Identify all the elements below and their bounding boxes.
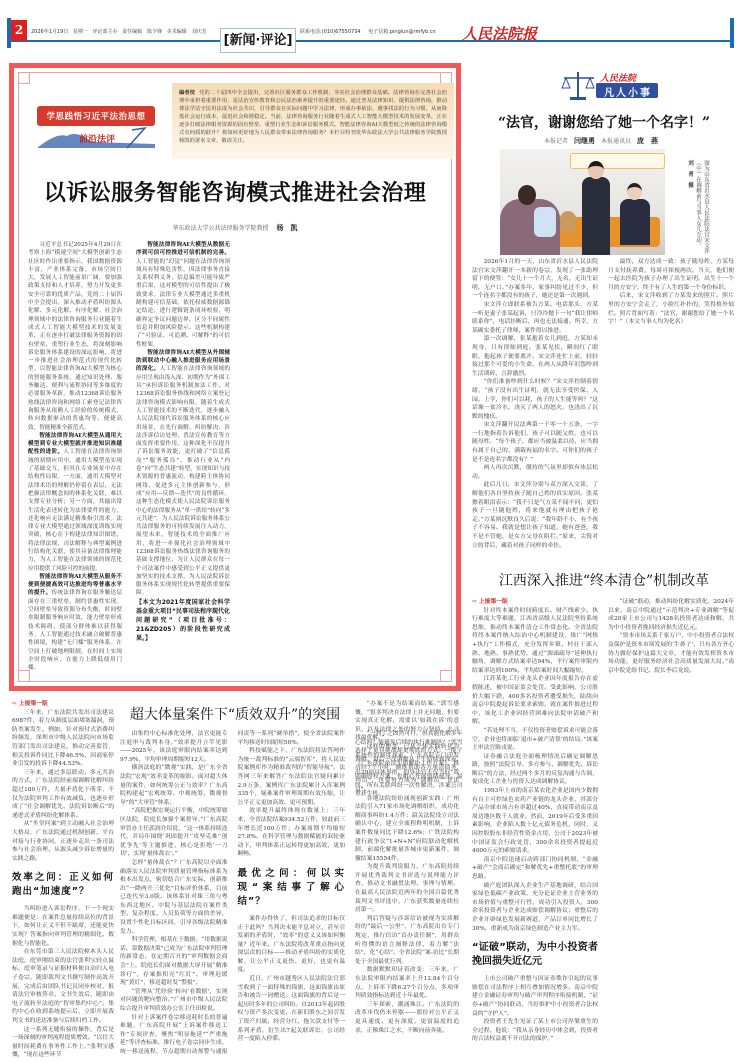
paragraph: 两人再次沉默，僵持的气氛里却似有冰层松动。	[472, 465, 598, 480]
contact-email: 电子信箱:pinglun@rmfyb.cn	[368, 29, 436, 35]
paragraph	[136, 241, 230, 349]
paragraph: 针对终本案件时间跨度长、财产线索少、执行难度大等难题，江西省高级人民法院坚持系统思维，推动终本案件清仓工作常态化。全省法院将终本案件纳入综治中心机制建设，推广“网格+执行”工作模式，充分发挥乡镇、村社干部人熟、地熟、事熟优势，通过“源頭疏导”延伸执行触角，调解方式结案率达94%，平行案件审限内结案率达到100%，平均结案时间大幅缩短。	[472, 607, 598, 674]
header-contact	[300, 28, 442, 35]
paragraph: 破产庭团队深入企业生产基地调研，结合国家绿色低碳产业政策，充分论证企业主营业务的市场价值与重整可行性，成功引入投资人，300余名投资者与企业达成赔偿调解协议；重整后的企业开辟绿色发展新赛道，产品订单同比增长了30%，重新成为南京绿色制造产业主力军。	[472, 882, 598, 932]
paragraph-text: 人工智能的“幻觉”问题在法律咨询领域具有特殊危害性，因法律事务直接关系权利义务，信息偏差可能导致严重后果，这对模型的可信性提出了极致要求。法律专业大模型通过多重机制构建可信基础，依托权威数据源锚定结论，进行逻辑链条闭环校验，明确界定争议问题边界，区分不同属性信息并附加风险提示。这些机制构建了“可验证、可追溯、可解释”的可信性框架。	[136, 258, 230, 348]
paragraph: “证破”联动，推动纠纷化解实质化。2024年以来，南京中院通过“示范判决+专业调解”等促成20家上市公司与1428名投资者达成和解，共为中小投资者挽回经济损失近亿元。	[608, 599, 734, 631]
story-body	[472, 258, 734, 558]
paragraph: “办案不是为结案而结案。”郭雪感慨，“很多判决在法律上并无问题，但要实现真正化解，需要以‘如我在诉’的意识，以及法律之外的努力与坚持，去寻找最优解。”	[355, 701, 459, 742]
paragraph: 后来，宋文萍收到了方某发来的照片。照片里的方安宁会走了，小脸红扑扑的，笑得格外灿烂。照片背面写着：“法官，谢谢您给了她一个名字！”（本文当事人均为化名）	[608, 293, 734, 326]
paragraph: “高院把握宏观运行平衡，中院统筹辖区法院，院庭长加强个案督导。”广东高院审管办主任郭润介绍说，“这一体系持续迭代，并局年围绕‘巩固提升’‘攻坚克难’‘创优争先’等主题推进，核心是拒绝‘一刀切’，实现‘量体裁衣’。”	[120, 808, 228, 858]
paragraph: 1993年上市的南京某农化企业是国内少数拥有自主可控绿色农药产业链的龙头企业，其部分产品全球市场占有率超过40%，直接带动南京及周边地区数千人就业。然而，2019年后受多重因素影响，企业陷入数十亿元债务危机，同时，又因控股股东非经营性资金占用，公司于2023年被中国证监会行政处罚，300余名投资者提起近4000万元的索赔请求。	[472, 788, 598, 855]
badge-subtitle: 前沿法评	[79, 135, 116, 145]
frame-corner	[18, 72, 30, 84]
paragraph: 三年来，广东法院共发出司法建议6987件，着力从制度层面堵塞漏洞，预防类案发生。例如，针对预付式消费纠纷频发，深圳市中级人民法院向市场监管部门发出司法建议，推动完善监管，相关投诉件同比下降46.5%，因商家停业引发的投诉下降44.53%。	[12, 709, 114, 768]
header-bar-right	[730, 18, 734, 48]
photo-judge-seated	[620, 199, 650, 245]
story-headline: 超大体量案件下“质效双升”的突围	[129, 707, 341, 723]
newspaper-logo: 人民法院报	[462, 25, 538, 43]
paragraph: 宋文萍翻开民法典第一千零一十五条，一字一行地指着告诉他们，孩子可以随父姓，也可以随母姓。“每个孩子，都应当被温柔以待，应当拥有属于自己的、满载祝福的名字。可你们的孩子是不是连名字都没有？”	[472, 422, 598, 463]
paragraph	[28, 241, 122, 432]
badge-mountain	[37, 128, 155, 150]
weekday: 星期一	[72, 29, 88, 35]
paragraph: “若处理不当，不仅投资者赔偿诉求可能会落空，企业也将面临‘退市+破产清算’的结局。”该案主审法官陈戎说。	[472, 727, 598, 752]
section-title: [新闻·评论]	[220, 28, 296, 53]
paragraph: 这样的理念，已从个体实践转化为系统性的制度探索。广东高院专门印发《广东法院依法实质解纷工作方案》，推出29项具体举措，倡导法官不仅当好“裁判员”，也要努力成为“调解员”“普法员”。	[355, 743, 459, 793]
paragraph: 针对上诉案件卷宗移送耗时长的普遍难题，广东高院开展“上诉案件移送工作”专项评查，聚焦“明显拖延”“严重拖延”等评查标准，推行电子卷宗同步生成、统一移送流程、节点超期自动预警与通报问责等一系列“硬举措”，使全省法院案件平均移送时间缩短50%。	[120, 731, 345, 1055]
paragraph: 数据默默印证着改变：三年来，广东法院审限内结案率上升12.84个百分点，上诉率下降6.27个百分点，多项审判质效指标达到近十年最优。	[355, 967, 459, 1000]
photo-credit: 刘 青 摄	[687, 160, 693, 188]
paragraph: 三年探索，潮涌珠江。广东法院的改革步伐仍未停歇——那份对公平正义更具速度、更有深度、更富温度的追求，正像珠江之水，不断向前奔流。	[355, 1001, 459, 1034]
story-headline: 江西深入推进“终本清仓”机制改革	[498, 573, 710, 589]
story-paragraphs	[12, 905, 114, 1060]
column-badge	[37, 106, 155, 150]
paragraph: “管理从‘凭经验’转向‘看数据’，实现对问题的靶向整治。”广州市中级人民法院综合提升审判质效办公室主任田检说。	[120, 988, 228, 1012]
section-lead: 智能法律咨询AI大模型从数据无序到可信可控推进可信机制的完善。	[136, 242, 230, 257]
paragraph: 科技赋能之下，广东法院将法答网作为统一裁判标准的“云端智库”，将人民法院案例库作为精准裁判的“智能导航”。法答网三年来解答广东法院法官疑问累计2.9万条，案例库广东法院累计入库案例335个，疑难案件审理周期有效压缩，让公平正义更加高效、更可预期。	[237, 748, 345, 806]
arrow-right-icon: ⇨	[12, 701, 17, 707]
paragraph: 在东莞市第三人民法院樟木头人民法庭，庭审刚结束的法官张利宝轻点鼠标，庭审笔录与证据材料便自动归入电子卷宗，随即裁判文书撰写制作高效开展，完成后由团队书记员同步校对，报请法官审核签章。文书生效后，随即由电子流转至法庭的“智审集约中心”。集约中心在收到系统提示后，立即开展裁判文书的送达准备与后续归档工作。	[12, 949, 114, 1024]
edition-number: 2版	[11, 20, 27, 41]
paragraph: 由集约中心标准化处理，法官更能专注庭审与裁判本身。”效率提升立竿见影——2025年，该法庭审限内结案率达到97.9%，平均审理周期缩短12天。	[120, 731, 228, 763]
paragraph: 效率提升最终体现在数量上：三年来，全省法院结案934.52万件，较此前三年增长近100万件；办案周期平均缩短27.8%。在科学管理与数据赋能的双轮驱动下，审判体系正运转得更加高效、更加顺畅。	[237, 808, 345, 858]
art-editor: 美术编辑 刘庆芳	[166, 29, 207, 35]
feature-byline	[14, 223, 456, 233]
paragraph: 近日，广州市越秀区人民法院法官郭雪收到了一面特殊的锦旗，这面锦旗由原告和被告一同赠送。这面锦旗的背后是一起历时多年的公司纠纷。自2013年起因股权与资产多次变更，在新旧股东之间引发了资产归属、经营分红、拖欠款支付等一系列矛盾，衍生出7起关联诉讼，公司经营一度陷入停滞。	[237, 976, 346, 1043]
paragraph: 横沥法庭的“微观”实践，是广东全省法院“宏观”效率变革的缩影。面对超大体量的案件，如何统筹公正与效率？广东高院构建起“宏观统筹、中观统筹、微观督导”的“大审管”体系。	[120, 765, 228, 806]
paragraph-text: 人工智能在法律咨询领域的初期应用中，通用大模型虽实现了基础交互，但其在专业场景中存在结构性局限。一方面，通用大模型对法律术语的理解仍停留在表层，无法把握法律概念间的体系化关联，难以支撑专业分析；另一方面，其输出常生活化表述转化为法律要件的能力，还化响应无法满足精准指引需求。法律专业大模型通过领域深度训练实现突破，核心在于构建法律知识图谱，将法律法规、司法解释与典型案例进行结构化关联，使其具备法律推理能力，为人工智能在法律领域的规范化应用提供了风险可控的前提。	[28, 449, 122, 572]
feature-article	[9, 63, 461, 691]
paragraph: 江苏某化工行业龙头企业因年度报告存在虚假陈述，被中国证监会处罚。受此影响，公司股价大幅下跌，400多名投资者遭受损失，陆续向南京中院提起诉讼要求索赔。就在案件推进过程中，该化工企业因经营困难向法院申请破产和解。	[472, 676, 598, 726]
paragraph: 当纠纷进入诉讼程序，下一个现实难题便是：在案件总量持续高位的背景下，如何让正义不但不缺席，还能更快实现？答案指向审判管理的精细化、数据化与智能化。	[12, 906, 114, 947]
section-lead: 智能法律咨询AI大模型从外围辅助到联动中心融入推进服务应用场景的深化。	[136, 349, 230, 373]
photo-head	[627, 183, 642, 200]
story-subheading: 效率之问：正义如何跑出“加速度”？	[12, 872, 114, 898]
photo-teddy-bear	[560, 211, 576, 233]
paragraph	[28, 573, 122, 673]
photo-caption	[670, 160, 710, 255]
banner-bottom: 凡人小事	[604, 88, 652, 99]
paragraph: 判后答疑与涉诉信访被视为实质解纷的“最后一公里”。广东高院出台专门规定，推行信访“首办责任制”，用群众听得懂的语言阐释法律，着力解“法结”，化“心结”。全省法院“案-访比”长期处于全国最优行列。	[355, 915, 459, 965]
paragraph: 第一次调解，张某抱着女儿到庭，方某却未现身，只有律师到庭。张某见状，瞬间红了眼眶，抱起孩子便要离开。宋文萍连忙上前，轻轻接过那个可爱的小生命。在两人从降年旧怨吵到生活琐碎，言辞激烈。	[472, 336, 598, 377]
continued-label: 上接第一版	[478, 599, 508, 605]
paragraph: 科学管理，根基在于数据。“用数据说话、靠数据决策”已成为广东法院审判管理的新常态。在定期召开的“审判数据会商会”上，院庭长们面对数据大屏开展“精准诊疗”，存案推积亮“红灯”、审理迟缓现“黄灯”，移送超时发“警报”。	[120, 937, 228, 987]
header-info	[31, 28, 217, 35]
paragraph: 2026年1月的一天，山东省沂水县人民法院法官宋文萍翻开一本新的卷宗，发现了一张助理留下的便签：“女儿十一个月大，无名，无出生证明，无户口。”办案多年，家事纠纷见过不少，但一个连名字都没有的孩子，她还是第一次遇到。	[472, 259, 598, 300]
continued-from-page-1[interactable]	[12, 701, 48, 707]
byline-label: 本报记者	[543, 138, 568, 145]
banner-top: 人民法院	[600, 74, 637, 84]
story-paragraphs	[472, 607, 598, 934]
photo-wall-sign	[570, 153, 665, 169]
caption-text: 图为山东省沂水县人民法院法官宋文萍（中）在调解前与当事人女儿互动。	[695, 160, 709, 254]
story-paragraphs	[12, 709, 114, 864]
editor-note-label: 编者按	[179, 90, 196, 96]
reporter-name: 闫继勇	[574, 136, 595, 145]
paragraph-text: 人工智能在法律咨询领域的应用呈现由浅入深、初期作为“外围工具”承担诉讼服务机制加法工作，对12368诉讼服务热线和网络立案登记法律咨询模式影响有限。随着生成式人工智能技术的不断迭代，逐步融入人民法院现代诉讼服务体系的核心应用场景，在先行调解、纠纷解决、涉法涉诉信访处理、普法宣传教育等方面发挥重要作用。这种深化不仅提升了诉讼服务效能，更打破了“信息孤岛”“服务孤岛”，推动行业从“内卷”向“生态共建”转型，实现知识与技术资源的普惠流动，构建跨主体协同网络，促进多元主体创新参与，形成“应用—反馈—迭代”的良性循环。这种生态化模式使人民法院诉讼服务中心的法律服务从“单一供给”转向“多元共建”，为人民法院诉讼服务体系公共法律服务的可持续发展注入动力。展望未来，智能技术的全面推广应用，将进一步强化社会治理领域中12368诉讼服务热线法律咨询服务的基础支撑地位，为让人民群众在每一个司法案件中感受到公平正义提供更加坚实的技术支撑，为人民法院诉讼服务体系实现现代化转型提供重要保障。	[136, 366, 230, 597]
editor: 责任编辑 陈少锋	[122, 29, 163, 35]
paragraph: 从“坐堂问案”到主动融入社会治理大格局，广东法院通过机制创新、平台对接与行业协同，正逐步走出一条司法参与社会治理、从源头减少诉讼增量的实践之路。	[12, 821, 114, 862]
paragraph-text: 习近平总书记2025年4月29日在考察上海“模速空间”大模型创新生态社区时作出重要指示，我国数据资源丰富，产业体系完备，市场空间巨大，发展人工智能前景广阔。要加强政策支持和人才培养，努力开发更多安全可靠的优质产品。党的二十届四中全会提出，深入推动矛盾纠纷源头化解、多元化解、有序化解。社会治理领域中的法律咨询服务行业随着生成式人工智能大模型技术的发展变革，正在逐步打破法律服务资源的固有壁垒，重塑行业生态，将深刻影响诉讼服务体系建设的深远影响，将进一步推进社会治理范式的现代化转型。以智能法律咨询AI大模型为核心的智能服务系统，通过知识处理、服务触达、便利与流程协同等多维度的必要服务革新，推动12368诉讼服务热线法律咨询和网络工索登记法律咨询服务从依赖人工经验的传统模式，转向数据驱动的普惠均等、便捷高效、智能精准全新范式。	[28, 242, 122, 431]
contact-phone: 联系电话:(010)67550734	[300, 29, 361, 35]
story-headline: “法官，谢谢您给了她一个名字！”	[497, 115, 711, 131]
section-lead: 智能法律咨询AI大模型从通用大模型到专业大模型就并推进知识准越配性的进阶。	[28, 432, 122, 456]
author-org: 华东政法大学公共法律服务学院教授	[172, 225, 269, 232]
column-banner	[560, 70, 665, 102]
paragraph: 三年来，通过多层联动、多元共治的方式，广东法院经前端调解化解纠纷超过180万件，大量矛盾化于萌芽，不仅为法院审判工作有效减负，也逐步形成了“社会调解优先、法院诉讼断后”的递进式矛盾纠纷化解体系。	[12, 769, 114, 819]
story-subheading: “证破”联动，为中小投资者挽回损失近亿元	[472, 942, 598, 968]
paragraph: “你们准备吵到什么时候？”宋文萍控制着情绪，“孩子没有出生证明，就无法享受医保、入园、上学，你们可以耗，孩子的人生能等吗？”这话像一盆冷水，浇灭了两人的怒火，也浇出了沉默的愧疚。	[472, 379, 598, 420]
paragraph: 这一系列无缝衔接的操作，背后是一场深刻的审判流程提质增效。“以往大量时间耗费在事务性工作上。”张利宝感慨，“现在这些环节	[12, 1026, 114, 1059]
paragraph: 最终，双方达成一致：孩子随母姓，方某每月支付抚养费，每周可探视两次。当天，他们便一起去医院为孩子办理了出生证明。出生十一个月的方安宁，终于有了人生的第一个身份标识。	[608, 259, 734, 291]
paragraph: 上市公司破产重整与因证券欺诈引起的民事赔偿在司法程序上相互叠加情况增多。南京中院建立金融证券审判与破产审判程序衔接机制，“证券+破产”协同联动，当好维护中小投资者合法权益的“守护人”。	[472, 976, 598, 1017]
correspondent-name: 庞 燕	[637, 136, 659, 145]
story-body	[472, 598, 734, 1058]
story-byline	[470, 136, 738, 146]
arrow-right-icon: ⇨	[472, 599, 477, 605]
story-column	[12, 700, 114, 1060]
editor-note	[172, 83, 454, 159]
paragraph: 宋文萍立即联系被告方某。电话那头，方某一听是妻子张某起诉，只冷冷抛下一句“我让律师联系你”，电话挂断后，再也无法接通。所幸，方某确实委托了律师，案件得以推进。	[472, 301, 598, 334]
funding-note: 【本文为2021年度国家社会科学基金重大项目“民事司法程序现代化问题研究”（项目批准号：21&ZD205）的阶段性研究成果。】	[136, 598, 230, 642]
feature-title: 以诉讼服务智能咨询模式推进社会治理	[43, 181, 427, 206]
paragraph: 投资者王先生见证了某上市公司涅槃重生的全过程。他说：“我从亲身经历中体会到，投资者的合法权益离不开司法的保护。”	[472, 1019, 598, 1043]
paragraph: “一判了之固然可行，但真能化解多年心结吗？能避免后续的执行难题吗？”郭雪选择了更具挑战却更彻底的方式：一揽子调解。最后一次调解从下午持续到深夜，历经7个小时，她既帮助各方厘清债务，明确股权方案，也耐心开展情绪疏导。最终，所有关联纠纷一次性解决，涉案公司重获生机。	[355, 731, 463, 798]
header-rule	[7, 40, 734, 42]
section-lead: 智能法律咨询AI大模型从服务不便到便捷高效可达推进均等普惠水平的提升。	[28, 573, 122, 597]
continued-from-page-1[interactable]	[472, 598, 598, 607]
editor-note-text: 党的二十届四中全会提出，完善社区服务群众工作机制，夯实社会治理群众基础。法律咨询在完善社会治理中承担着重要作用，是法治宣传教育和公民法治素养提升的重要途径。通过普及法律知识、提供法律咨询，推动尊法学法守法用法成为社会共识，引导群众在实际问题中学习法律，形成办事依法、遇事找法的行为习惯，从而降低社会运行成本，促进社会和谐稳定。当前，法律咨询服务行业随着生成式人工智能大模型技术的发展变革，正在逐步打破法律服务资源的固有壁垒，重塑行业生态和诉讼服务模式。智能法律咨询AI大模型较之传统的法律咨询模式有何质的跃升？将如何更好地为人民群众带来法律咨询服务？本栏目特刊发华东政法大学公共法律服务学院教授杨凯的署名文章，敬请关注。	[179, 90, 447, 144]
story-subheading: 最优之问：何以实现“案结事了解心结”？	[237, 867, 345, 907]
paragraph: 南京中院迅速启动跨部门协同机制，“金融+破产”会商后确定“和解优先+重整托底”的审理思路。	[472, 856, 598, 880]
badge-title: 学思践悟习近平法治思想	[37, 106, 155, 126]
feature-body	[28, 241, 446, 681]
paragraph: 此后几日，宋文萍分别与双方深入交谈，了解他们各自坚持孩子随自己姓的真实原因。张某擦着眼泪表示：“我不只是气方某不闻不问，更怕孩子一旦随他姓，将来他就有理由把孩子抢走。”方某则沉默良久后说：“我年龄不小，有个孩子不容易。我就是想让孩子知道，她有爸爸。我不是不管她，是女方父母在阻拦。”原来，尖锐对立的背后，藏着对孩子同样的牵挂。	[472, 482, 598, 549]
paragraph	[136, 349, 230, 598]
photo-child	[534, 207, 556, 237]
host-dept: 评论部主办	[92, 29, 118, 35]
photo-judge-standing	[582, 177, 610, 255]
photo-head	[518, 185, 536, 205]
byline-label: 本报通讯员	[601, 138, 632, 145]
issue-date: 2026年1月19日	[31, 29, 69, 35]
story-column	[355, 700, 459, 1060]
author-name: 杨 凯	[276, 223, 298, 232]
paragraph: 怎样“量体裁衣”？广东高院以全面准确落实人民法院审判质量管理指标体系为根本出发点，密切结合广东实际，创新推出“一降两升三优化”目标评价体系，目前已迭代至3.0版。该体系针对珠三角与粤东西北地区、中院与基层法院在案件类型、复杂程度、人员负荷等方面的差异，设置个性化目标区间，引导各级法院精准发力。	[120, 859, 228, 935]
paragraph	[28, 432, 122, 573]
paragraph-text: 传统法律咨询在服务触达层面存在三重壁垒，制约普惠性实现。空间壁垒导致资源分布失衡，时间壁垒限制服务响应时效，能力壁垒形成技术障碍，使部分群体难以获得服务。人工智能通过技术融合破解普惠性困境，构建“无门槛”服务体系。在空间上打破地理限制，在时间上实现全时段响应，在能力上降低使用门槛。	[28, 590, 122, 672]
news-photo	[500, 149, 665, 255]
paragraph: 各地法院纷纷涌现创新实践：广州法院引入71家市场化调解组织，成功化解商事纠纷1.4万件；韶关法院设立司法确认中心，建立全流程释明机制，上诉案件数量同比下降12.6%；广铁法院构建行政争议“1+N+N”府院联动化解机制，前端化解批量涉城市更新案件，调撤结案15554件。	[355, 795, 459, 862]
paragraph: 证券融合法庭全面梳理情况后确定调解思路，按照“法院引导、多方参与、调解优先、诉讼断后”的方法，经过两个多月的反复沟通与告调，促成化工企业与投资人达成调解协议。	[472, 753, 598, 786]
paragraph: “资本市场关系千家万户，中小投资者合法权益保护是资本市场发展的‘牛鼻子’，只有各方齐心协力做好保护这篇大文章，才能有效发挥资本市场功能，更好服务经济社会高质量发展大局。”南京中院党组书记、院长李后龙说。	[608, 633, 734, 674]
photo-head	[588, 161, 604, 179]
continued-label: 上接第一版	[18, 701, 48, 707]
paragraph: 案件办得快了，但司法追求的目标仅止于此吗？当判决未能平息对立，甚至引发新的矛盾时，“效率”的意义又该如何衡量？近年来，广东法院将改革重点指向更深层次的目标——推动矛盾纠纷的实质化解，让公平正义更快、更好，也更有温度。	[237, 915, 345, 974]
paragraph: 为提升裁判说服力，广东高院持续开展优秀裁判文书评选与说理能力评查，推动文书融贯法理、事理与情理。在最高人民法院近两年的全国百篇优秀裁判文书评选中，广东获奖数量连续位居第一。	[355, 864, 459, 914]
